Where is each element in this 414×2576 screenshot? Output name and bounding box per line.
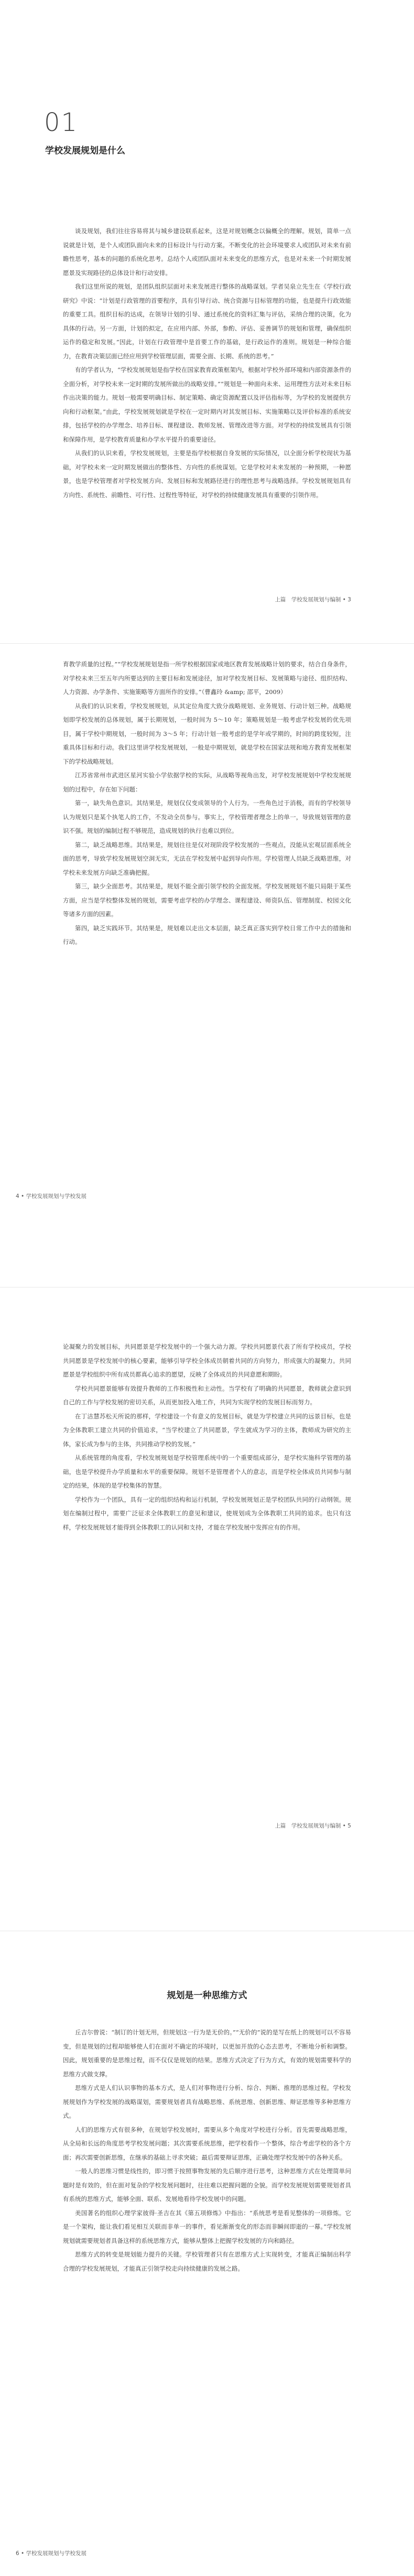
paragraph: 论凝聚力的发展目标，共同愿景是学校发展中的一个强大动力源。学校共同愿景代表了所有学校成员，学校共同愿景是学校发展中的核心要素，能够引导学校全体成员朝着共同的方向努力，形成强大的凝聚力。共同愿景是学校组织中所有成员都真心追求的愿望，反映了全体成员的共同意愿和期盼。 <box>63 1343 351 1378</box>
paragraph: 美国著名的组织心理学家彼得·圣吉在其《第五项修炼》中指出：“系统思考是看见整体的一项修炼。它是一个架构，能让我们看见相互关联而非单一的事件，看见渐渐变化的形态而非瞬间即逝的一幕。”学校发展规划就需要规划者具备这样的系统思维方式，能够从整体上把握学校发展的方向和路径。 <box>63 2209 351 2244</box>
paragraph: 思维方式的转变是规划能力提升的关键。学校管理者只有在思维方式上实现转变，才能真正编制出科学合理的学校发展规划，才能真正引领学校走向持续健康的发展之路。 <box>63 2251 351 2272</box>
paragraph: 谈及规划，我们往往容易将其与城乡建设联系起来，这是对规划概念以偏概全的理解。规划，简单一点说就是计划，是个人或团队面向未来的目标设计与行动方案。不断变化的社会环境要求人或团队对未来有前瞻性思考，基本的问题的系统化思考。总结个人或团队面对未来变化的思维方式，也是对未来一个时期发展愿景及实现路径的总体设计和行动安排。 <box>63 227 351 277</box>
page-1-body <box>63 224 351 502</box>
page-4-body <box>63 2025 351 2275</box>
page-4 <box>0 1931 414 2576</box>
chapter-title: 学校发展规划是什么 <box>45 146 125 156</box>
paragraph: 一般人的思维习惯是线性的，即习惯于按照事物发展的先后顺序进行思考，这种思维方式在处理简单问题时是有效的，但在面对复杂的学校发展问题时，往往难以把握问题的全貌。而学校发展规划需要规划者具有系统的思维方式，能够全面、联系、发展地看待学校发展中的问题。 <box>63 2167 351 2203</box>
page-1 <box>0 0 414 643</box>
page-folio: 4 • 学校发展规划与学校发展 <box>16 1193 87 1199</box>
chapter-number: 01 <box>44 108 79 137</box>
paragraph: 第一，缺失角色意识。其结果是，规划仅仅变成领导的个人行为。一些角色过于消极，而有的学校领导认为规划只是某个执笔人的工作，不发动全员参与。事实上，学校管理者理念上的单一，导致规划管理的意识不强。规划的编制过程不够规范，造成规划的执行也难以到位。 <box>63 799 351 834</box>
page-folio: 上篇 学校发展规划与编制 • 3 <box>275 597 351 603</box>
paragraph: 学校共同愿景能够有效提升教师的工作积极性和主动性。当学校有了明确的共同愿景，教师就会意识到自己的工作与学校发展的密切关系，从而更加投入地工作，共同为实现学校的发展目标而努力。 <box>63 1384 351 1406</box>
paragraph: 从我们的认识来看，学校发展规划，从其定位角度大致分战略规划、业务规划、行动计划三种。战略规划即学校发展的总体规划，属于长期规划，一般时间为 5～10 年；策略规划是一般考虑学校发展的优先项目，属于学校中期规划，一般时间为 3～5 年；行动计划一般考虑的是学年或学期的，时间的跨度较短，注重具体目标和行动。我们这里讲学校发展规划，一般是中期规划，就是学校在国家法规和地方教育发展框架下的学校战略规划。 <box>63 702 351 765</box>
paragraph: 江苏省常州市武进区星河实验小学依据学校的实际，从战略等视角出发，对学校发展规划中学校发展规划的过程中，存在如下问题： <box>63 772 351 793</box>
page-folio: 上篇 学校发展规划与编制 • 5 <box>275 1823 351 1829</box>
paragraph: 第二，缺乏战略思维。其结果是，规划往往是仅对现阶段学校发展的一些观点，没能从宏观层面系统全面的思考，导致学校发展规划空洞无实，无法在学校发展中起到导向作用。学校管理人员缺乏战略思维，对学校未来发展方向缺乏准确把握。 <box>63 841 351 876</box>
page-2 <box>0 644 414 1287</box>
page-3-body <box>63 1340 351 1534</box>
paragraph: 学校作为一个团队，具有一定的组织结构和运行机制，学校发展规划正是学校团队共同的行动纲领。规划在编制过程中，需要广泛征求全体教职工的意见和建议，使规划成为全体教职工共同的追求。也只有这样，学校发展规划才能得到全体教职工的认同和支持，才能在学校发展中发挥应有的作用。 <box>63 1495 351 1531</box>
section-title: 规划是一种思维方式 <box>167 1990 247 2001</box>
page-folio: 6 • 学校发展规划与学校发展 <box>16 2550 87 2557</box>
page-3 <box>0 1287 414 1931</box>
paragraph: 在丁洁慧苏松天所说的那样，学校建设一个有意义的发展目标，就是为学校建立共同的远景目标，也是为全体教职工建立共同的价值追求，“当学校建立了共同愿景，学生就成为学习的主体，教师成为研究的主体，家长成为参与的主体，共同推动学校的发展。” <box>63 1412 351 1448</box>
paragraph: 人们的思维方式有很多种，在规划学校发展时，需要从多个角度对学校进行分析。首先需要战略思维，从全局和长远的角度思考学校发展问题；其次需要系统思维，把学校看作一个整体，综合考虑学校的各个方面；再次需要创新思维，在继承的基础上寻求突破；最后需要辩证思维，正确处理学校发展中的各种关系。 <box>63 2126 351 2161</box>
paragraph: 有的学者认为，“学校发展规划是指学校在国家教育政策框架内，根据对学校外部环境和内部资源条件的全面分析，对学校未来一定时期的发展所做出的战略安排。”“规划是一种面向未来、运用理性方法对未来目标作出决策的能力。规划一般需要明确目标、制定策略、确定资源配置以及评估指标等，为学校的发展提供方向和行动框架。”由此，学校发展规划就是学校在一定时期内对其发展目标、实施策略以及评价标准的系统安排，包括学校的办学理念、培养目标、课程建设、教师发展、管理改进等方面。对学校的持续发展具有引领和保障作用，是学校教育质量和办学水平提升的重要途径。 <box>63 366 351 443</box>
paragraph: 第四，缺乏实践环节。其结果是，规划难以走出文本层面，缺乏真正落实到学校日常工作中去的措施和行动。 <box>63 924 351 945</box>
paragraph: 从我们的认识来看，学校发展规划，主要是指学校根据自身发展的实际情况，以全面分析学校现状为基础，对学校未来一定时期发展做出的整体性、方向性的系统谋划。它是学校对未来发展的一种预期，一种愿景，也是学校管理者对学校发展方向、发展目标和发展路径进行的理性思考与战略选择。学校发展规划具有方向性、系统性、前瞻性、可行性、过程性等特征，对学校的持续健康发展具有重要的引领作用。 <box>63 449 351 499</box>
paragraph: 从系统管理的角度看，学校发展规划是学校管理系统中的一个重要组成部分，是学校实施科学管理的基础，也是学校提升办学质量和水平的重要保障。规划不是管理者个人的意志，而是学校全体成员共同参与制定的结果，体现的是学校集体的智慧。 <box>63 1454 351 1489</box>
paragraph: 第三，缺少全面思考。其结果是，规划不能全面引领学校的全面发展。学校发展规划不能只局限于某些方面，应当是学校整体发展的规划，需要考虑学校的办学理念、课程建设、师资队伍、管理制度、校园文化等诸多方面的因素。 <box>63 883 351 918</box>
paragraph: 育教学质量的过程。”“学校发展规划是指一所学校根据国家或地区教育发展战略计划的要求，结合自身条件，对学校未来三至五年内所要达到的主要目标和发展途径，加对学校发展目标、发展策略与途径、组织结构、人力资源、办学条件、实施策略等方面所作的安排。”（曹鑫玲 &amp; 邵平，2009） <box>63 660 351 696</box>
paragraph: 思维方式是人们认识事物的基本方式，是人们对事物进行分析、综合、判断、推理的思维过程。学校发展规划作为学校发展的战略谋划，需要规划者具有战略思维、系统思维、创新思维、辩证思维等多种思维方式。 <box>63 2084 351 2119</box>
paragraph: 丘吉尔曾说：“制订的计划无用，但规划这一行为是无价的。”“无价的”说的是写在纸上的规划可以不容易变，但是规划的过程却能够使人们在面对不确定的环境时，以更加开放的心态去思考，不断地分析和调整。因此，规划重要的是思维过程，而不仅仅是规划的结果。思维方式决定了行为方式，有效的规划需要科学的思维方式做支撑。 <box>63 2029 351 2078</box>
paragraph: 我们这里所说的规划，是团队组织层面对未来发展进行整体的战略谋划。学者吴泉立先生在《学校行政研究》中说：“计划是行政管理的首要程序，具有引导行动、统合资源与目标管理的功能，也是提升行政效能的重要工具。组织目标的达成，在领导计划的引导、通过系统化的资料汇集与评估，采纳合理的决策，化为具体的行动。另一方面，计划的拟定，在应用内部、外部，参酌、评估、妥善调节的规划和管理，确保组织运作的稳定和发展。”因此，计划在行政管理中是首要工作的基础，是行政运作的准则。规划是一种综合能力，在教育决策层面已经应用到学校管理层面，需要全面、长期、系统的思考。” <box>63 283 351 360</box>
page-2-body <box>63 657 351 949</box>
